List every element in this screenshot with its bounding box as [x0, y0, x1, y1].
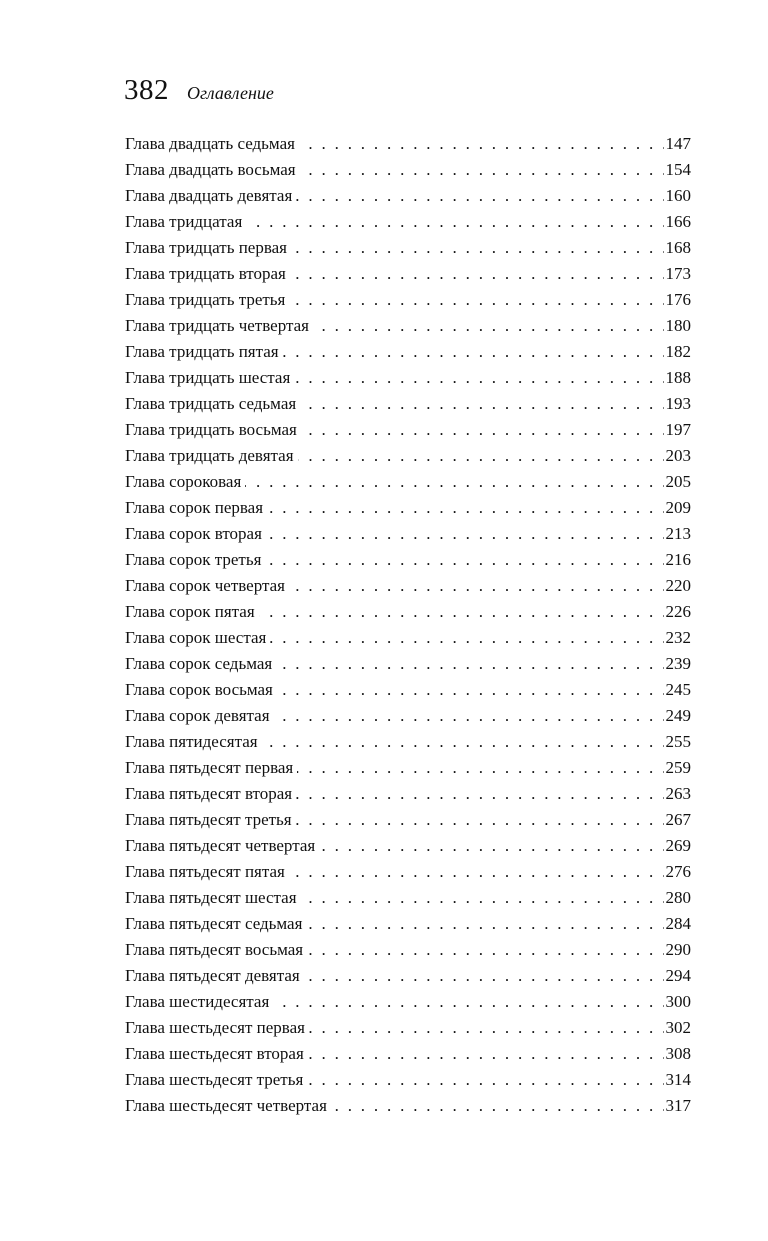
- toc-entry[interactable]: [125, 521, 691, 547]
- toc-entry-page: 205: [664, 469, 692, 495]
- toc-entry-page: 160: [664, 183, 692, 209]
- toc-entry-title: . . . Глава пятьдесят девятая: [125, 963, 304, 989]
- toc-entry[interactable]: [125, 287, 691, 313]
- toc-entry-page: 280: [664, 885, 692, 911]
- toc-entry-page: 294: [664, 963, 692, 989]
- toc-entry-title: . . . Глава шестьдесят первая: [125, 1015, 309, 1041]
- toc-entry-page: 263: [664, 781, 692, 807]
- toc-entry-title: . . . Глава тридцать девятая: [125, 443, 298, 469]
- toc-entry-title: . . . Глава тридцатая: [125, 209, 246, 235]
- toc-entry-title: . . . Глава тридцать четвертая: [125, 313, 313, 339]
- toc-entry-title: . . . Глава сорок третья: [125, 547, 265, 573]
- toc-entry-page: 226: [664, 599, 692, 625]
- toc-entry[interactable]: [125, 885, 691, 911]
- toc-entry-title: . . . Глава тридцать пятая: [125, 339, 283, 365]
- toc-entry[interactable]: [125, 495, 691, 521]
- table-of-contents: [125, 131, 691, 1119]
- toc-entry[interactable]: [125, 469, 691, 495]
- toc-entry-page: 276: [664, 859, 692, 885]
- toc-entry-page: 166: [664, 209, 692, 235]
- toc-entry[interactable]: [125, 443, 691, 469]
- toc-entry-page: 308: [664, 1041, 692, 1067]
- toc-entry[interactable]: [125, 1067, 691, 1093]
- toc-entry-title: . . . Глава пятидесятая: [125, 729, 262, 755]
- toc-entry[interactable]: [125, 859, 691, 885]
- toc-entry-title: . . . Глава сорок восьмая: [125, 677, 277, 703]
- toc-entry-title: . . . Глава тридцать первая: [125, 235, 291, 261]
- toc-entry[interactable]: [125, 677, 691, 703]
- toc-entry-page: 173: [664, 261, 692, 287]
- toc-entry-title: . . . Глава пятьдесят первая: [125, 755, 297, 781]
- toc-entry-title: . . . Глава пятьдесят четвертая: [125, 833, 319, 859]
- toc-entry-page: 209: [664, 495, 692, 521]
- toc-entry[interactable]: [125, 1093, 691, 1119]
- toc-entry-title: . . . Глава двадцать седьмая: [125, 131, 299, 157]
- toc-entry-title: . . . Глава пятьдесят восьмая: [125, 937, 307, 963]
- toc-entry-page: 232: [664, 625, 692, 651]
- toc-entry-title: . . . Глава двадцать восьмая: [125, 157, 300, 183]
- toc-entry[interactable]: [125, 547, 691, 573]
- toc-entry-page: 249: [664, 703, 692, 729]
- toc-entry-page: 300: [664, 989, 692, 1015]
- toc-entry-title: . . . Глава сорок пятая: [125, 599, 259, 625]
- toc-entry[interactable]: [125, 183, 691, 209]
- toc-entry-page: 176: [664, 287, 692, 313]
- toc-entry-page: 203: [664, 443, 692, 469]
- page-header: [124, 74, 274, 107]
- toc-entry-page: 269: [664, 833, 692, 859]
- toc-entry[interactable]: [125, 599, 691, 625]
- toc-entry-title: . . . Глава тридцать вторая: [125, 261, 290, 287]
- toc-entry-title: . . . Глава пятьдесят пятая: [125, 859, 289, 885]
- running-title: Оглавление: [187, 83, 274, 103]
- toc-entry-page: 302: [664, 1015, 692, 1041]
- toc-entry[interactable]: [125, 235, 691, 261]
- toc-entry[interactable]: [125, 131, 691, 157]
- toc-entry[interactable]: [125, 391, 691, 417]
- toc-entry[interactable]: [125, 1041, 691, 1067]
- toc-entry[interactable]: [125, 625, 691, 651]
- toc-entry-title: . . . Глава сорок шестая: [125, 625, 270, 651]
- toc-entry[interactable]: [125, 209, 691, 235]
- toc-entry-page: 245: [664, 677, 692, 703]
- toc-entry-title: . . . Глава шестьдесят вторая: [125, 1041, 308, 1067]
- toc-entry-title: . . . Глава пятьдесят третья: [125, 807, 296, 833]
- toc-entry[interactable]: [125, 157, 691, 183]
- toc-entry-page: 290: [664, 937, 692, 963]
- toc-entry[interactable]: [125, 365, 691, 391]
- toc-entry-title: . . . Глава пятьдесят шестая: [125, 885, 301, 911]
- toc-entry-title: . . . Глава тридцать шестая: [125, 365, 294, 391]
- toc-entry-page: 239: [664, 651, 692, 677]
- toc-entry[interactable]: [125, 755, 691, 781]
- toc-entry-page: 188: [664, 365, 692, 391]
- toc-entry-page: 255: [664, 729, 692, 755]
- toc-entry[interactable]: [125, 807, 691, 833]
- toc-entry-title: . . . Глава сороковая: [125, 469, 245, 495]
- toc-entry-title: . . . Глава шестидесятая: [125, 989, 273, 1015]
- toc-entry-page: 220: [664, 573, 692, 599]
- toc-entry-title: . . . Глава тридцать седьмая: [125, 391, 300, 417]
- toc-entry-title: . . . Глава сорок седьмая: [125, 651, 276, 677]
- toc-entry[interactable]: [125, 703, 691, 729]
- toc-entry-page: 197: [664, 417, 692, 443]
- toc-entry-title: . . . Глава сорок девятая: [125, 703, 274, 729]
- toc-entry-page: 182: [664, 339, 692, 365]
- toc-entry-page: 147: [664, 131, 692, 157]
- toc-entry-title: . . . Глава пятьдесят вторая: [125, 781, 296, 807]
- toc-entry-page: 284: [664, 911, 692, 937]
- toc-entry[interactable]: [125, 573, 691, 599]
- toc-entry-title: . . . Глава тридцать восьмая: [125, 417, 301, 443]
- toc-entry[interactable]: [125, 911, 691, 937]
- toc-entry-title: . . . Глава пятьдесят седьмая: [125, 911, 306, 937]
- toc-entry-page: 317: [664, 1093, 692, 1119]
- toc-entry[interactable]: [125, 963, 691, 989]
- toc-entry[interactable]: [125, 417, 691, 443]
- toc-entry-title: . . . Глава тридцать третья: [125, 287, 289, 313]
- toc-entry-page: 154: [664, 157, 692, 183]
- toc-entry-title: . . . Глава сорок четвертая: [125, 573, 289, 599]
- toc-entry[interactable]: [125, 313, 691, 339]
- toc-entry[interactable]: [125, 339, 691, 365]
- toc-entry-page: 168: [664, 235, 692, 261]
- toc-entry-title: . . . Глава сорок вторая: [125, 521, 266, 547]
- toc-entry-page: 259: [664, 755, 692, 781]
- toc-entry-page: 267: [664, 807, 692, 833]
- toc-entry[interactable]: [125, 651, 691, 677]
- toc-entry-page: 180: [664, 313, 692, 339]
- toc-entry[interactable]: [125, 989, 691, 1015]
- toc-entry[interactable]: [125, 937, 691, 963]
- toc-entry-page: 193: [664, 391, 692, 417]
- toc-entry-title: . . . Глава сорок первая: [125, 495, 267, 521]
- toc-entry[interactable]: [125, 729, 691, 755]
- toc-entry-page: 314: [664, 1067, 692, 1093]
- toc-entry[interactable]: [125, 833, 691, 859]
- toc-entry-title: . . . Глава шестьдесят третья: [125, 1067, 307, 1093]
- page-number: 382: [124, 74, 169, 106]
- toc-entry-page: 216: [664, 547, 692, 573]
- toc-entry[interactable]: [125, 781, 691, 807]
- toc-entry-title: . . . Глава шестьдесят четвертая: [125, 1093, 331, 1119]
- toc-entry-title: . . . Глава двадцать девятая: [125, 183, 296, 209]
- toc-entry[interactable]: [125, 261, 691, 287]
- toc-entry[interactable]: [125, 1015, 691, 1041]
- toc-entry-page: 213: [664, 521, 692, 547]
